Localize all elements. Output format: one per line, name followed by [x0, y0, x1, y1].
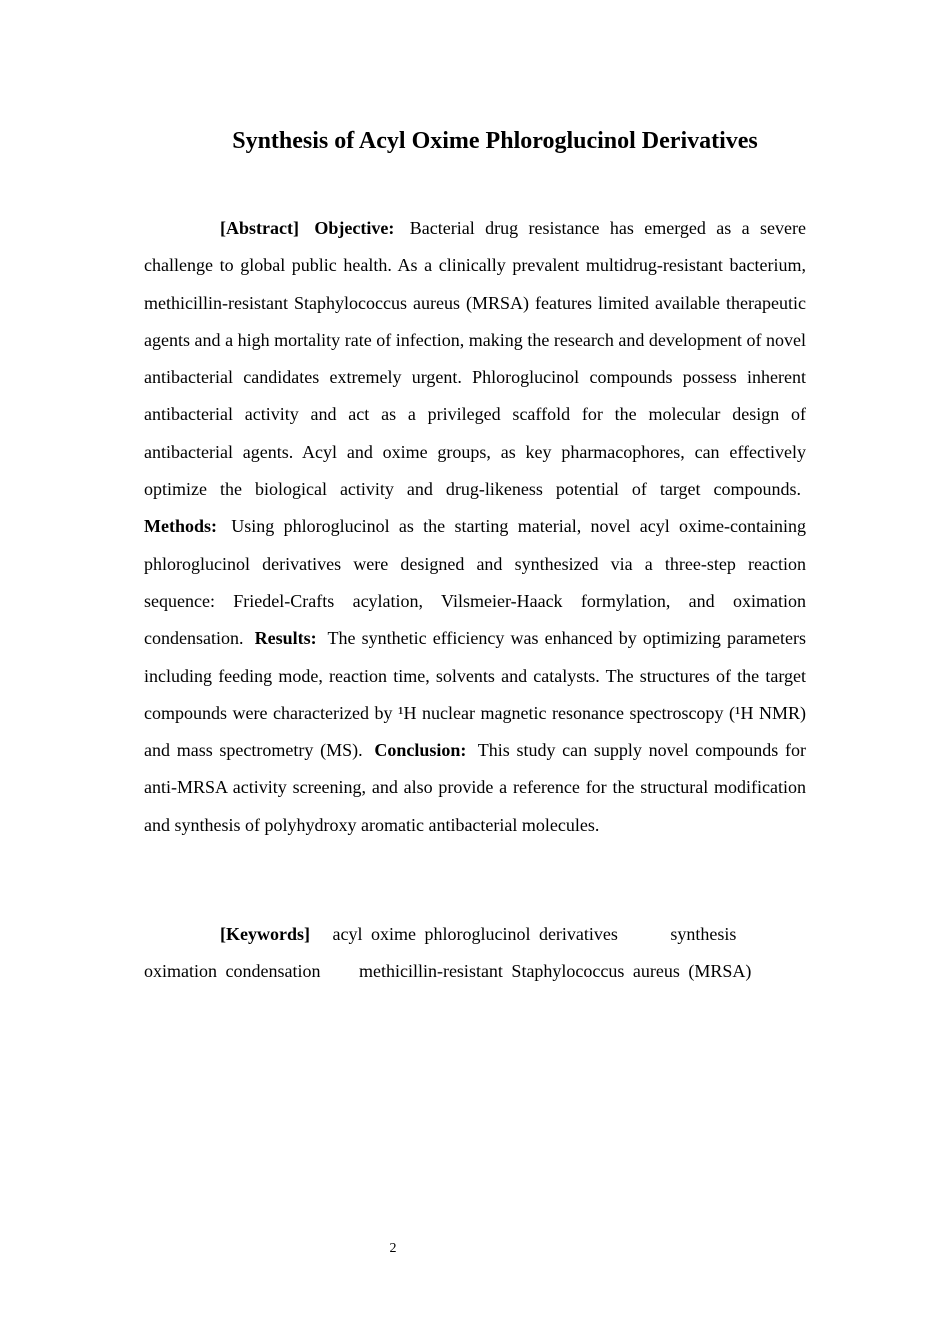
results-label: Results:: [254, 628, 317, 649]
objective-text: Bacterial drug resistance has emerged as a severe challenge to global public health. As a clinically prevalent multidrug-resistant bacterium, methicillin-resistant Staphylococcus aureus (MRSA) features limited available therapeutic agents and a high mortality rate of infection, making the research and development of novel antibacterial candidates extremely urgent. Phloroglucinol compounds possess inherent antibacterial activity and act as a privileged scaffold for the molecular design of antibacterial agents. Acyl and oxime groups, as key pharmacophores, can effectively optimize the biological activity and drug-likeness potential of target compounds.: [144, 218, 807, 500]
conclusion-label: Conclusion:: [374, 740, 467, 761]
methods-label: Methods:: [144, 516, 217, 537]
conclusion-text: This study can supply novel compounds for anti-MRSA activity screening, and also provide a reference for the structural modification and synthesis of polyhydroxy aromatic antibacterial molecules.: [144, 740, 806, 835]
methods-text: Using phloroglucinol as the starting material, novel acyl oxime-containing phloroglucinol derivatives were designed and synthesized via a three-step reaction sequence: Friedel-Crafts acylation, Vilsmeier-Haack formylation, and oximation condensation.: [144, 516, 807, 649]
keywords-paragraph: [144, 916, 806, 991]
keyword-item: oximation condensation: [144, 961, 321, 982]
keyword-item: acyl oxime phloroglucinol derivatives: [332, 924, 618, 944]
objective-label: Objective:: [314, 218, 395, 238]
keyword-item: synthesis: [670, 924, 737, 944]
document-title: Synthesis of Acyl Oxime Phloroglucinol Derivatives: [232, 128, 758, 154]
results-text: The synthetic efficiency was enhanced by optimizing parameters including feeding mode, reaction time, solvents and catalysts. The structures of the target compounds were characterized by ¹H nuclear magnetic resonance spectroscopy (¹H NMR) and mass spectrometry (MS).: [144, 628, 806, 761]
abstract-label: [Abstract]: [220, 218, 299, 238]
keyword-item: methicillin-resistant Staphylococcus aureus (MRSA): [358, 961, 752, 982]
page-number: 2: [389, 1241, 397, 1256]
keywords-label: [Keywords]: [220, 924, 310, 944]
abstract-paragraph: [144, 210, 806, 844]
